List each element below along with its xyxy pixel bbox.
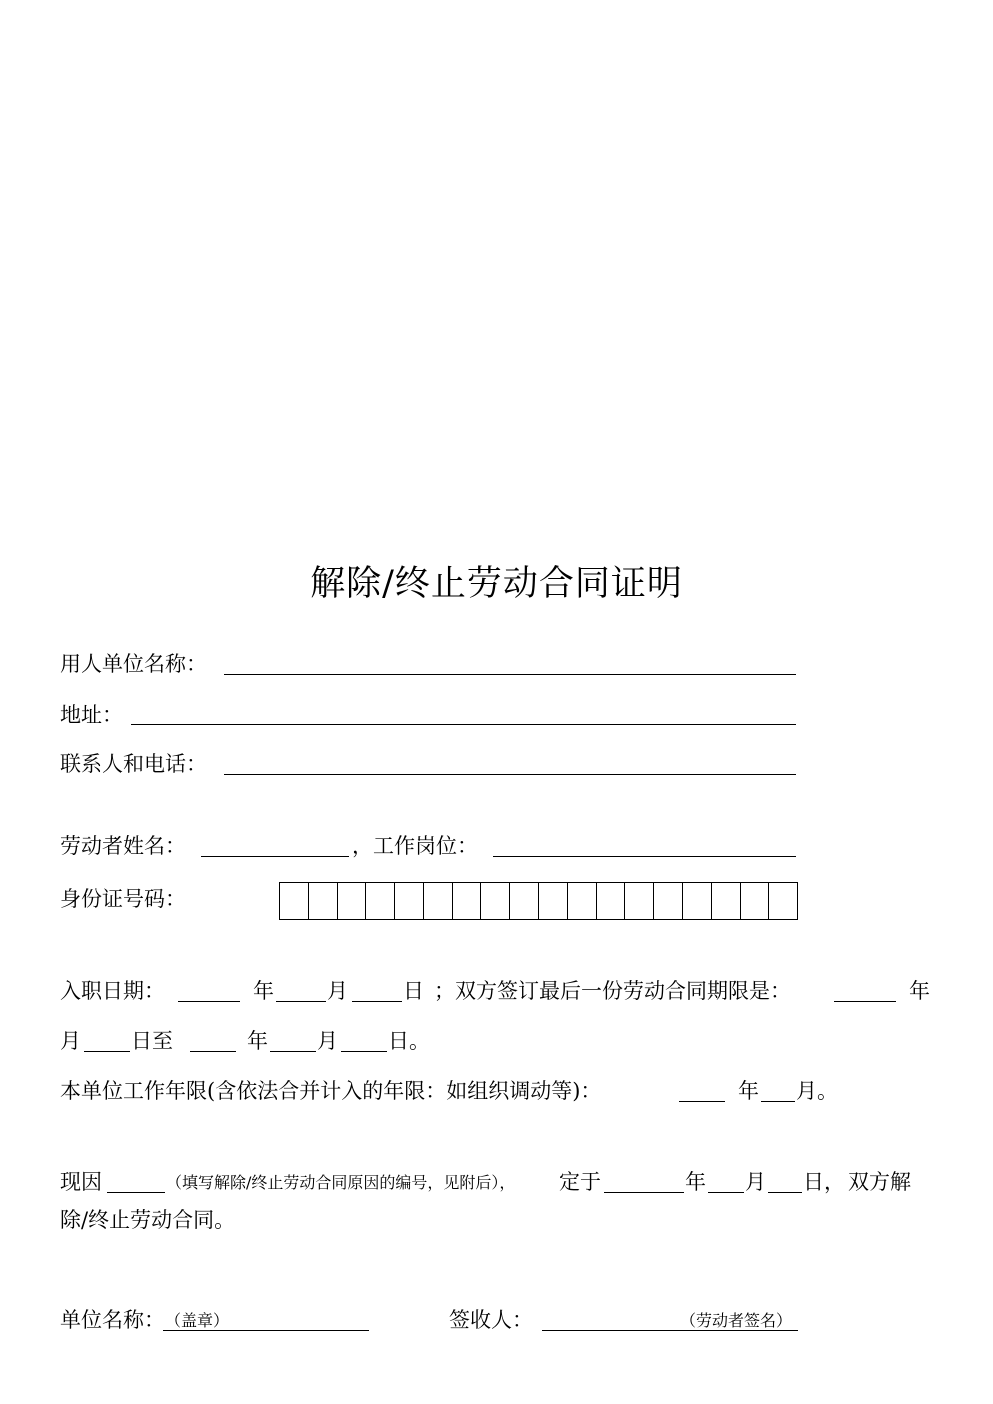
tenure-month-label: 月。 bbox=[796, 1079, 838, 1103]
term-start-year-label: 年 bbox=[909, 979, 930, 1003]
term-until-label: 日至 bbox=[131, 1029, 173, 1053]
term-end-year-label: 年 bbox=[247, 1029, 268, 1053]
id-digit-cell[interactable] bbox=[597, 883, 626, 919]
reason-day-label: 日， bbox=[803, 1170, 845, 1194]
id-digit-cell[interactable] bbox=[395, 883, 424, 919]
hire-day-label: 日 bbox=[403, 979, 424, 1003]
reason-note: （填写解除/终止劳动合同原因的编号，见附后）， bbox=[166, 1173, 516, 1192]
term-end-year-field[interactable] bbox=[190, 1051, 236, 1052]
id-digit-cell[interactable] bbox=[712, 883, 741, 919]
id-digit-cell[interactable] bbox=[683, 883, 712, 919]
reason-both-parties: 双方解 bbox=[848, 1170, 911, 1194]
reason-line-2: 除/终止劳动合同。 bbox=[60, 1208, 236, 1232]
id-digit-cell[interactable] bbox=[539, 883, 568, 919]
term-start-month-field[interactable] bbox=[84, 1051, 130, 1052]
hire-date-label: 入职日期： bbox=[60, 979, 165, 1003]
seal-note: （盖章） bbox=[165, 1311, 230, 1330]
worker-name-label: 劳动者姓名： bbox=[60, 834, 186, 858]
term-start-year-field[interactable] bbox=[834, 1001, 896, 1002]
reason-year-label: 年 bbox=[685, 1170, 706, 1194]
receiver-label: 签收人： bbox=[449, 1308, 533, 1332]
id-digit-cell[interactable] bbox=[568, 883, 597, 919]
contract-term-label: ；双方签订最后一份劳动合同期限是： bbox=[434, 979, 791, 1003]
tenure-year-label: 年 bbox=[738, 1079, 759, 1103]
tenure-months-field[interactable] bbox=[761, 1101, 795, 1102]
hire-year-label: 年 bbox=[253, 979, 274, 1003]
id-digit-cell[interactable] bbox=[366, 883, 395, 919]
employer-name-label: 用人单位名称： bbox=[60, 652, 207, 676]
reason-month-field[interactable] bbox=[708, 1192, 744, 1193]
address-label: 地址： bbox=[60, 703, 123, 727]
term-end-day-label: 日。 bbox=[388, 1029, 430, 1053]
receiver-note: （劳动者签名） bbox=[680, 1311, 793, 1330]
id-digit-cell[interactable] bbox=[481, 883, 510, 919]
unit-name-label: 单位名称： bbox=[60, 1308, 165, 1332]
term-end-month-field[interactable] bbox=[270, 1051, 316, 1052]
document-title: 解除/终止劳动合同证明 bbox=[310, 564, 683, 604]
employer-name-field[interactable] bbox=[224, 674, 796, 675]
id-digit-cell[interactable] bbox=[424, 883, 453, 919]
id-digit-cell[interactable] bbox=[453, 883, 482, 919]
position-label: ，工作岗位： bbox=[352, 834, 478, 858]
id-digit-cell[interactable] bbox=[309, 883, 338, 919]
reason-month-label: 月 bbox=[745, 1170, 766, 1194]
id-digit-cell[interactable] bbox=[741, 883, 770, 919]
term-end-day-field[interactable] bbox=[341, 1051, 387, 1052]
term-end-month-label: 月 bbox=[317, 1029, 338, 1053]
id-digit-cell[interactable] bbox=[625, 883, 654, 919]
id-number-label: 身份证号码： bbox=[60, 887, 186, 911]
tenure-years-field[interactable] bbox=[679, 1101, 725, 1102]
id-digit-cell[interactable] bbox=[280, 883, 309, 919]
tenure-label: 本单位工作年限(含依法合并计入的年限：如组织调动等)： bbox=[60, 1079, 602, 1103]
id-digit-cell[interactable] bbox=[654, 883, 683, 919]
hire-day-field[interactable] bbox=[352, 1001, 402, 1002]
reason-prefix: 现因 bbox=[60, 1170, 102, 1194]
worker-name-field[interactable] bbox=[201, 856, 349, 857]
hire-month-label: 月 bbox=[327, 979, 348, 1003]
address-field[interactable] bbox=[131, 724, 796, 725]
id-digit-cell[interactable] bbox=[510, 883, 539, 919]
id-number-grid[interactable] bbox=[279, 882, 798, 920]
reason-code-field[interactable] bbox=[107, 1192, 165, 1193]
reason-decided-label: 定于 bbox=[559, 1170, 601, 1194]
hire-month-field[interactable] bbox=[276, 1001, 326, 1002]
hire-year-field[interactable] bbox=[178, 1001, 240, 1002]
position-field[interactable] bbox=[493, 856, 796, 857]
reason-year-field[interactable] bbox=[604, 1192, 684, 1193]
contact-label: 联系人和电话： bbox=[60, 752, 207, 776]
id-digit-cell[interactable] bbox=[338, 883, 367, 919]
reason-day-field[interactable] bbox=[768, 1192, 802, 1193]
id-digit-cell[interactable] bbox=[769, 883, 797, 919]
contact-field[interactable] bbox=[224, 774, 796, 775]
term-start-month-label: 月 bbox=[60, 1029, 81, 1053]
